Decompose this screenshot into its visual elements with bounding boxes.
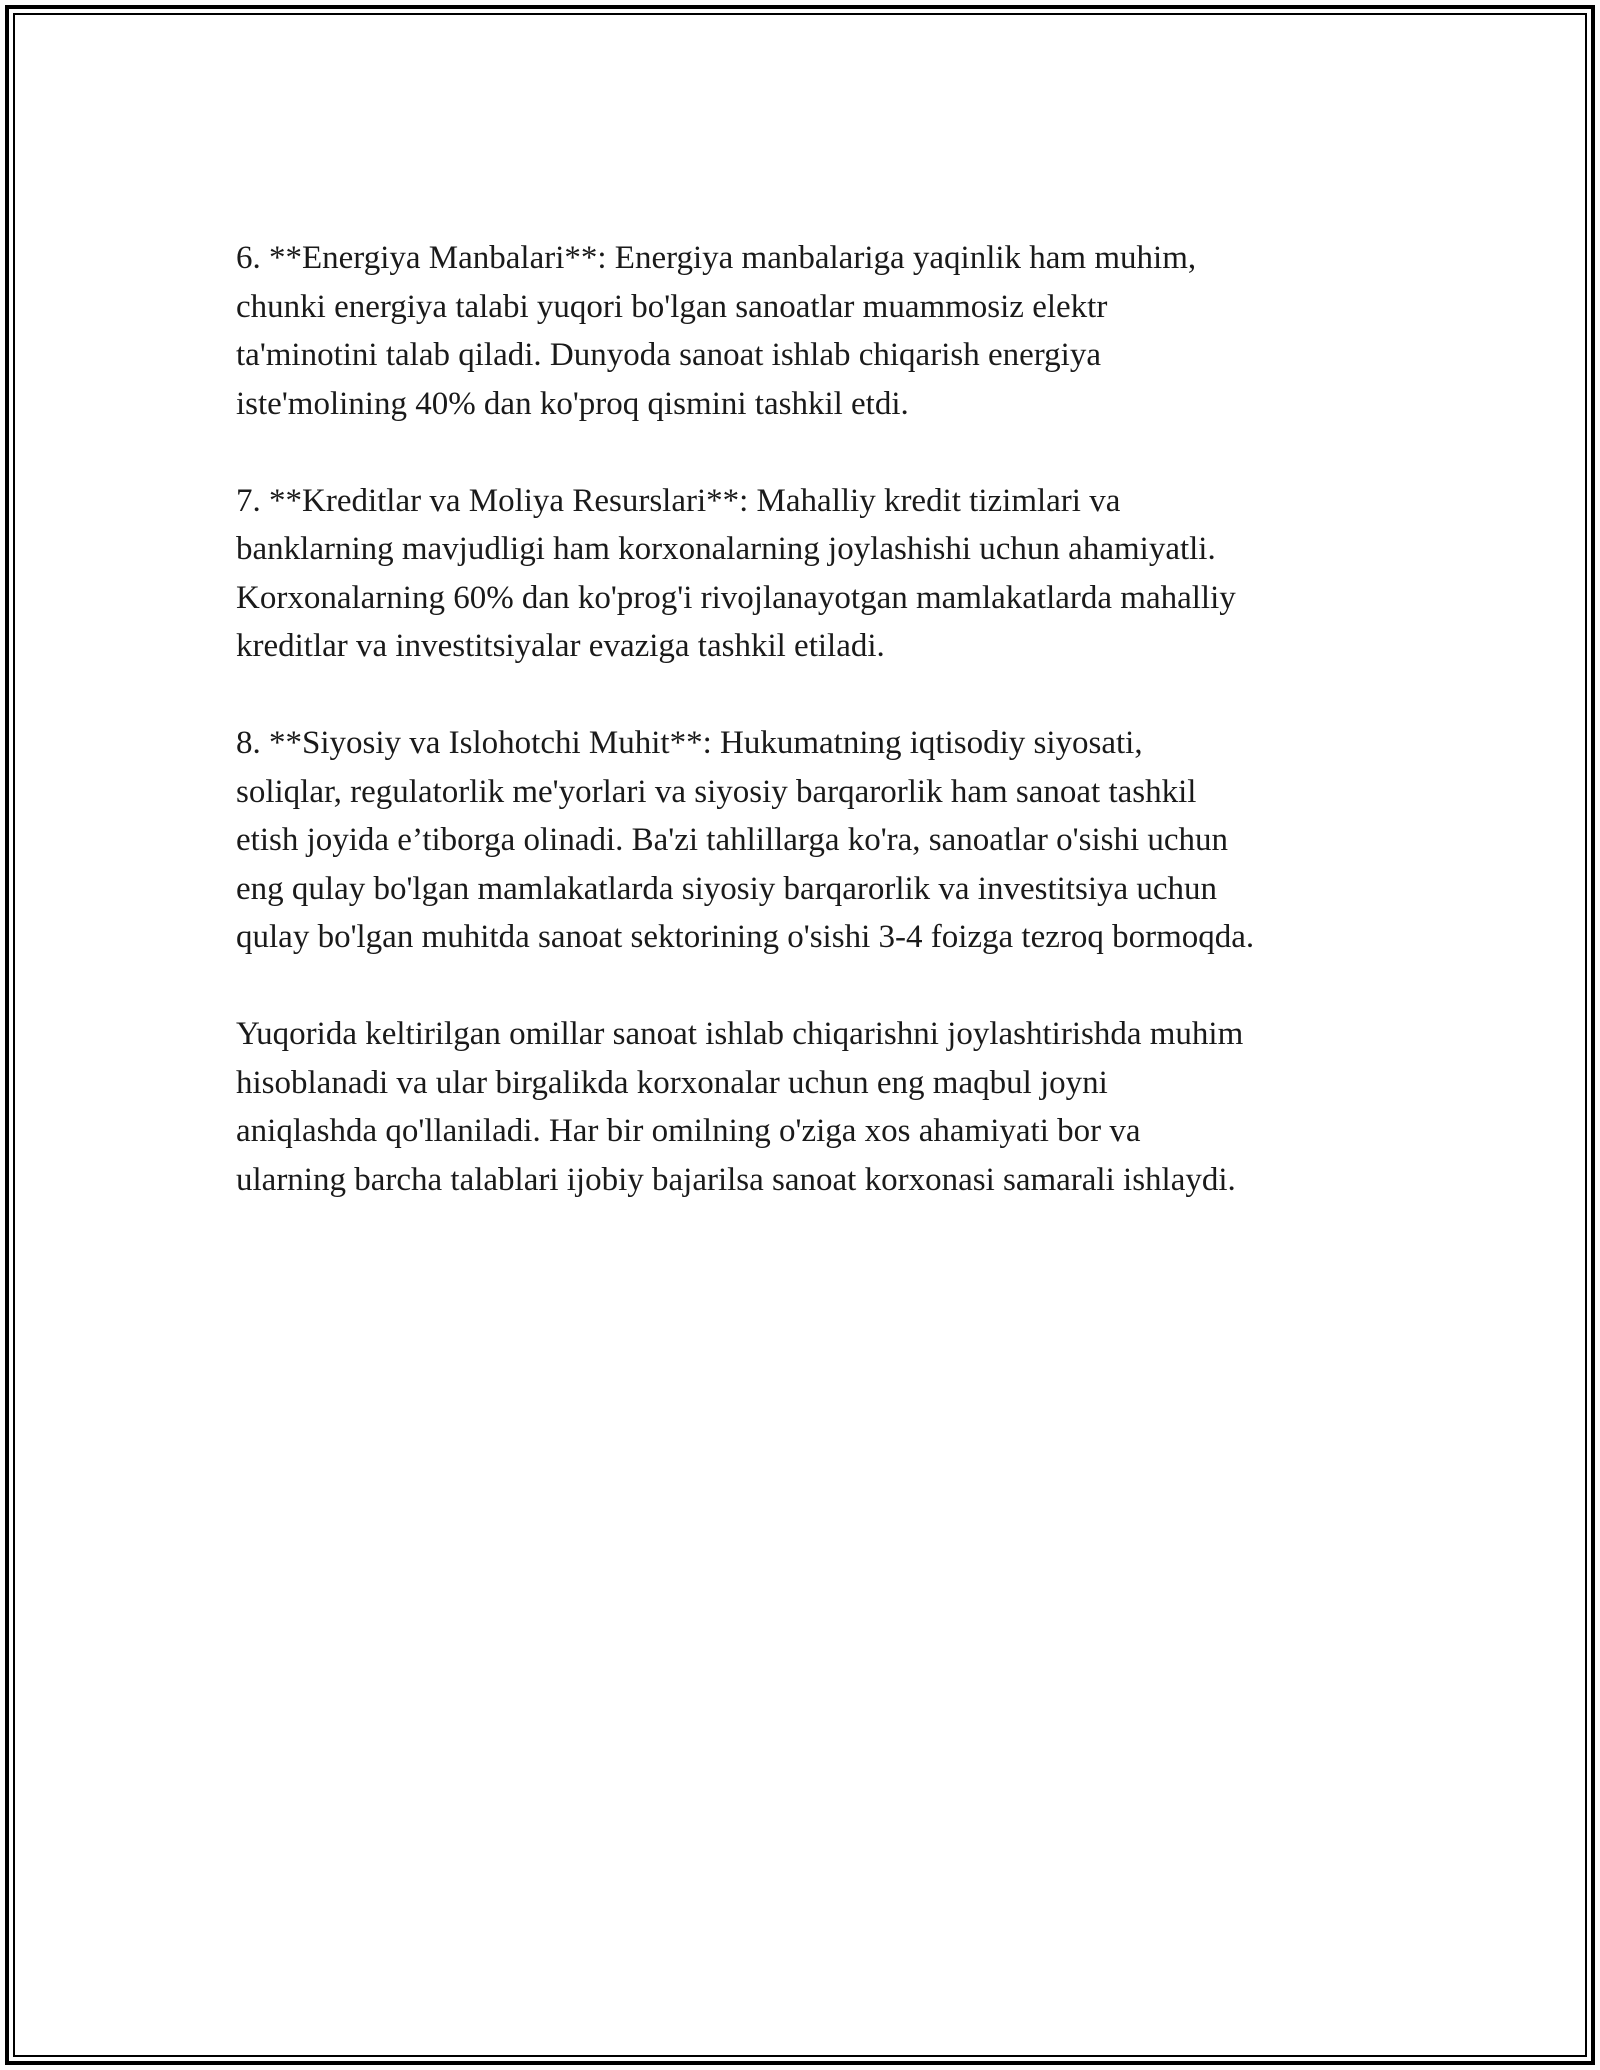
- paragraph-political-environment: [236, 719, 1386, 962]
- text-line: banklarning mavjudligi ham korxonalarning joylashishi uchun ahamiyatli.: [236, 531, 1216, 567]
- text-line: chunki energiya talabi yuqori bo'lgan sanoatlar muammosiz elektr: [236, 288, 1108, 325]
- paragraph-credit-finance: [236, 477, 1386, 671]
- text-line: 6. **Energiya Manbalari**: Energiya manbalariga yaqinlik ham muhim,: [236, 240, 1197, 276]
- text-line: soliqlar, regulatorlik me'yorlari va siyosiy barqarorlik ham sanoat tashkil: [236, 773, 1197, 810]
- text-line: qulay bo'lgan muhitda sanoat sektorining o'sishi 3-4 foizga tezroq bormoqda.: [236, 919, 1255, 955]
- text-line: Yuqorida keltirilgan omillar sanoat ishlab chiqarishni joylashtirishda muhim: [236, 1016, 1244, 1052]
- document-body: [236, 234, 1386, 1253]
- text-line: aniqlashda qo'llaniladi. Har bir omilning o'ziga xos ahamiyati bor va: [236, 1113, 1141, 1149]
- text-line: 8. **Siyosiy va Islohotchi Muhit**: Hukumatning iqtisodiy siyosati,: [236, 725, 1143, 761]
- text-line: iste'molining 40% dan ko'proq qismini tashkil etdi.: [236, 385, 909, 422]
- text-line: hisoblanadi va ular birgalikda korxonalar uchun eng maqbul joyni: [236, 1064, 1108, 1101]
- text-line: ta'minotini talab qiladi. Dunyoda sanoat ishlab chiqarish energiya: [236, 337, 1101, 373]
- text-line: etish joyida e’tiborga olinadi. Ba'zi tahlillarga ko'ra, sanoatlar o'sishi uchun: [236, 822, 1229, 858]
- paragraph-energy-sources: [236, 234, 1386, 428]
- text-line: kreditlar va investitsiyalar evaziga tashkil etiladi.: [236, 628, 885, 664]
- text-line: eng qulay bo'lgan mamlakatlarda siyosiy barqarorlik va investitsiya uchun: [236, 870, 1218, 907]
- paragraph-conclusion: [236, 1010, 1386, 1204]
- text-line: 7. **Kreditlar va Moliya Resurslari**: Mahalliy kredit tizimlari va: [236, 482, 1121, 519]
- text-line: Korxonalarning 60% dan ko'prog'i rivojlanayotgan mamlakatlarda mahalliy: [236, 579, 1236, 616]
- text-line: ularning barcha talablari ijobiy bajarilsa sanoat korxonasi samarali ishlaydi.: [236, 1161, 1236, 1198]
